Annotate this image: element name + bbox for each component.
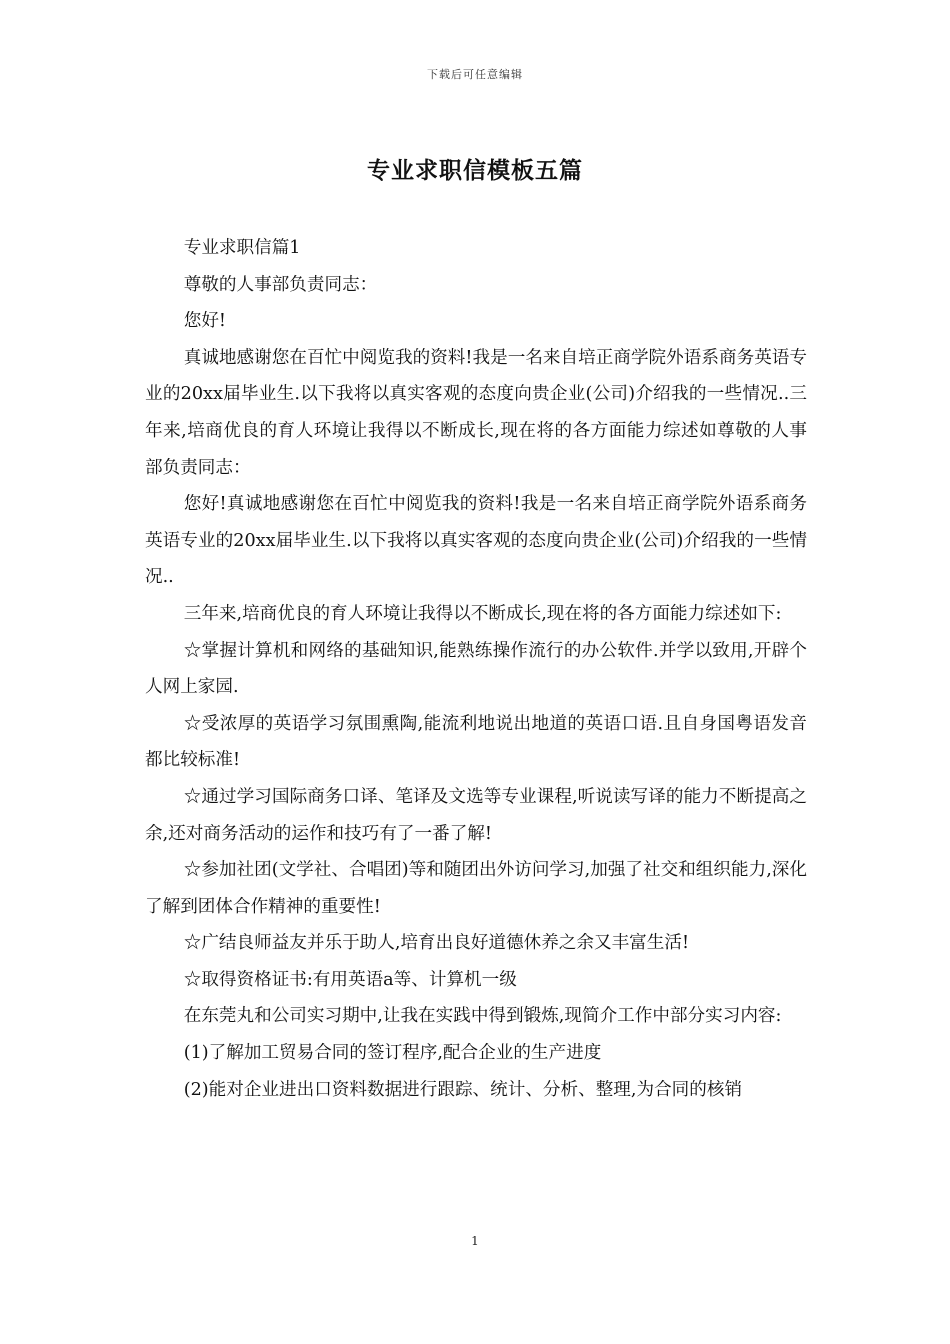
section-heading: 专业求职信篇1 bbox=[183, 238, 301, 258]
body-paragraph: 真诚地感谢您在百忙中阅览我的资料!我是一名来自培正商学院外语系商务英语专业的20xx届毕业生.以下我将以真实客观的态度向贵企业(公司)介绍我的一些情况..三年来,培商优良的育人环境让我得以不断成长,现在将的各方面能力综述如尊敬的人事部负责同志： bbox=[145, 347, 807, 478]
body-paragraph: 在东莞丸和公司实习期中,让我在实践中得到锻炼,现简介工作中部分实习内容: bbox=[183, 1006, 782, 1027]
document-title: 专业求职信模板五篇 bbox=[367, 157, 583, 184]
skill-item: ☆取得资格证书:有用英语a等、计算机一级 bbox=[183, 969, 517, 990]
page-header-note: 下载后可任意编辑 bbox=[427, 68, 523, 81]
body-paragraph: 您好!真诚地感谢您在百忙中阅览我的资料!我是一名来自培正商学院外语系商务英语专业的20xx届毕业生.以下我将以真实客观的态度向贵企业(公司)介绍我的一些情况.. bbox=[145, 494, 807, 588]
page-number: 1 bbox=[471, 1234, 479, 1248]
body-paragraph: 三年来,培商优良的育人环境让我得以不断成长,现在将的各方面能力综述如下: bbox=[183, 603, 782, 624]
internship-item: (1)了解加工贸易合同的签订程序,配合企业的生产进度 bbox=[183, 1043, 602, 1064]
skill-item: ☆广结良师益友并乐于助人,培育出良好道德休养之余又丰富生活! bbox=[183, 933, 690, 954]
salutation: 尊敬的人事部负责同志： bbox=[183, 274, 378, 295]
skill-item: ☆参加社团(文学社、合唱团)等和随团出外访问学习,加强了社交和组织能力,深化了解到团体合作精神的重要性! bbox=[145, 860, 807, 917]
skill-item: ☆通过学习国际商务口译、笔译及文选等专业课程,听说读写译的能力不断提高之余,还对商务活动的运作和技巧有了一番了解! bbox=[145, 786, 807, 844]
skill-item: ☆掌握计算机和网络的基础知识,能熟练操作流行的办公软件.并学以致用,开辟个人网上家园. bbox=[145, 640, 807, 698]
internship-item: (2)能对企业进出口资料数据进行跟踪、统计、分析、整理,为合同的核销 bbox=[183, 1079, 743, 1100]
greeting: 您好! bbox=[183, 311, 226, 332]
document-body bbox=[145, 230, 807, 1108]
skill-item: ☆受浓厚的英语学习氛围熏陶,能流利地说出地道的英语口语.且自身国粤语发音都比较标准! bbox=[145, 713, 807, 771]
